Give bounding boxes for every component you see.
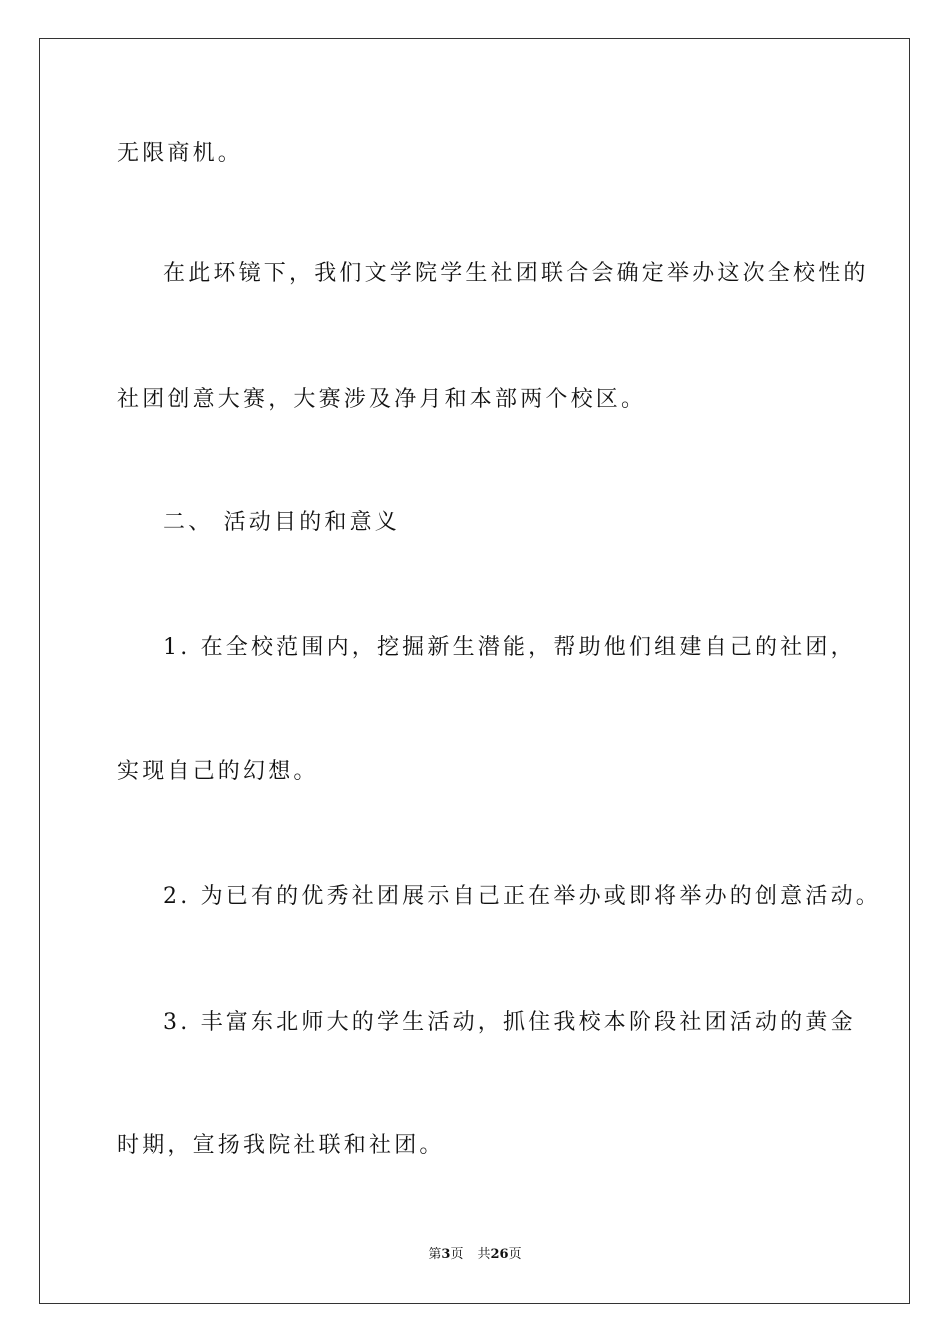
body-line-6: 实现自己的幻想。 <box>117 759 319 784</box>
page-prefix: 第 <box>428 1247 442 1262</box>
total-suffix: 页 <box>508 1247 522 1262</box>
body-line-3: 社团创意大赛，大赛涉及净月和本部两个校区。 <box>117 387 647 412</box>
total-prefix: 共 <box>477 1247 491 1262</box>
body-line-9: 时期，宣扬我院社联和社团。 <box>117 1133 445 1158</box>
page-footer <box>0 1246 950 1264</box>
body-line-7: 2. 为已有的优秀社团展示自己正在举办或即将举办的创意活动。 <box>163 884 881 909</box>
body-line-8: 3. 丰富东北师大的学生活动，抓住我校本阶段社团活动的黄金 <box>163 1010 856 1035</box>
body-line-1: 无限商机。 <box>117 141 244 166</box>
total-pages: 26 <box>490 1247 509 1262</box>
page-number: 3 <box>441 1247 451 1262</box>
body-line-5: 1. 在全校范围内，挖掘新生潜能，帮助他们组建自己的社团， <box>163 635 856 660</box>
body-line-2: 在此环镜下，我们文学院学生社团联合会确定举办这次全校性的 <box>163 261 869 286</box>
page-suffix: 页 <box>450 1247 464 1262</box>
page-border <box>39 38 910 1304</box>
section-heading: 二、 活动目的和意义 <box>163 510 400 535</box>
